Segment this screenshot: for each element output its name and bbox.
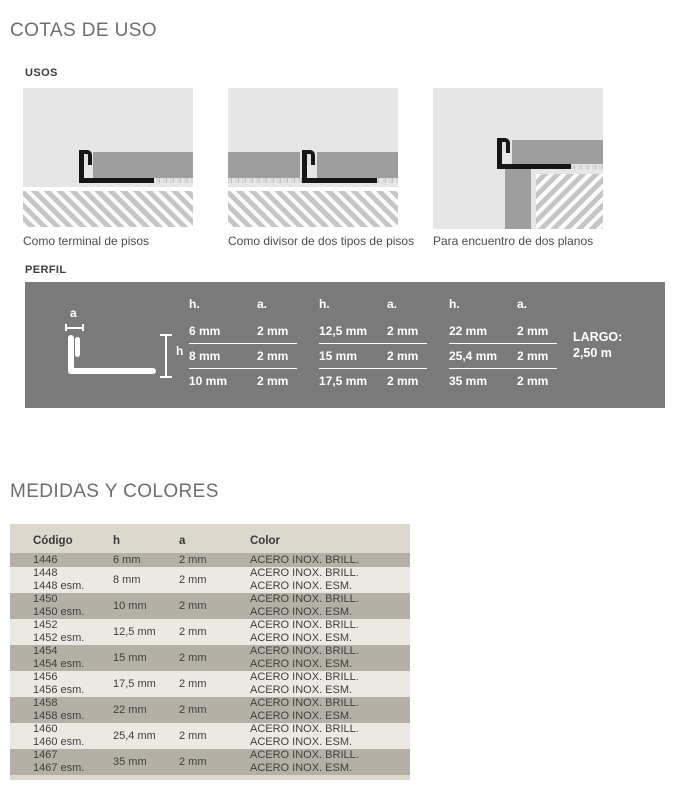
codigo-value: 1467 [33,749,58,761]
h-value: 10 mm [189,374,228,388]
color-esm: ACERO INOX. ESM. [250,684,353,696]
header-codigo: Código [33,535,73,547]
codigo-value-esm: 1460 esm. [33,736,85,748]
header-color: Color [250,535,281,547]
col-a-label: a. [387,297,398,311]
a-value: 2 mm [257,349,289,363]
profile-cross-section-drawing [25,282,185,408]
dimension-h-line [160,334,172,378]
substrate-hatch [228,191,398,227]
size-row [319,344,427,368]
color-esm: ACERO INOX. ESM. [250,580,353,592]
codigo-cell [10,749,113,775]
tile-surface-right [317,152,398,178]
codigo-value-esm: 1452 esm. [33,632,85,644]
table-row [10,567,410,593]
h-value: 17,5 mm [319,374,368,388]
color-cell [250,554,410,567]
h-cell: 25,4 mm [113,729,156,742]
codigo-value-esm: 1448 esm. [33,580,85,592]
table-row [10,645,410,671]
color-brill: ACERO INOX. BRILL. [250,749,359,761]
codigo-value-esm: 1456 esm. [33,684,85,696]
a-cell: 2 mm [179,573,207,586]
h-cell: 17,5 mm [113,677,156,690]
usos-section-label: USOS [25,67,58,79]
a-cell: 2 mm [179,755,207,768]
codigo-value-esm: 1454 esm. [33,658,85,670]
dimension-h-label: h [176,344,184,358]
h-value: 15 mm [319,349,358,363]
a-value: 2 mm [257,324,289,338]
size-group-2 [319,297,427,393]
color-cell [250,645,410,671]
color-brill: ACERO INOX. BRILL. [250,593,359,605]
col-h-label: h. [319,297,330,311]
codigo-cell [10,619,113,645]
tile-surface [93,152,193,178]
size-row [449,369,557,393]
codigo-cell [10,723,113,749]
h-cell: 15 mm [113,651,147,664]
h-cell: 22 mm [113,703,147,716]
color-cell [250,697,410,723]
table-row [10,553,410,567]
mortar-bed [571,165,603,169]
a-cell: 2 mm [179,703,207,716]
size-row [319,319,427,343]
profile-base [79,178,154,183]
col-a-label: a. [257,297,268,311]
dimension-a-label: a [70,306,77,320]
codigo-cell [10,697,113,723]
size-row [319,369,427,393]
codigo-value-esm: 1450 esm. [33,606,85,618]
color-esm: ACERO INOX. ESM. [250,632,353,644]
profile-lip [75,337,80,357]
tile-surface-vertical [505,169,531,229]
color-cell [250,723,410,749]
color-brill: ACERO INOX. BRILL. [250,723,359,735]
largo-value: 2,50 m [573,346,612,360]
dimension-a-bracket [65,324,84,331]
size-group-1 [189,297,297,393]
color-esm: ACERO INOX. ESM. [250,710,353,722]
a-cell: 2 mm [179,599,207,612]
h-cell: 10 mm [113,599,147,612]
table-row [10,671,410,697]
codigo-value-esm: 1467 esm. [33,762,85,774]
diagram-terminal-de-pisos [23,88,193,248]
table-row [10,723,410,749]
size-row [189,319,297,343]
table-row [10,593,410,619]
a-cell: 2 mm [179,625,207,638]
size-row [449,319,557,343]
a-cell: 2 mm [179,677,207,690]
a-cell: 2 mm [179,553,207,566]
a-value: 2 mm [517,349,549,363]
a-value: 2 mm [517,324,549,338]
diagram-canvas [433,88,603,229]
size-group-header [449,297,557,311]
a-value: 2 mm [517,374,549,388]
col-h-label: h. [449,297,460,311]
col-h-label: h. [189,297,200,311]
substrate-hatch [536,174,603,229]
diagram-caption: Como divisor de dos tipos de pisos [228,234,415,248]
table-row [10,749,410,775]
page-title-medidas-y-colores: MEDIDAS Y COLORES [10,481,219,502]
h-cell: 6 mm [113,553,141,566]
h-value: 25,4 mm [449,349,498,363]
color-cell [250,567,410,593]
h-value: 6 mm [189,324,221,338]
header-a: a [179,535,186,547]
size-group-3 [449,297,557,393]
color-cell [250,671,410,697]
codigo-cell [10,645,113,671]
color-esm: ACERO INOX. ESM. [250,762,353,774]
color-brill: ACERO INOX. BRILL. [250,671,359,683]
profile-base [302,178,377,183]
substrate-hatch [23,191,193,227]
color-brill: ACERO INOX. BRILL. [250,619,359,631]
h-value: 22 mm [449,324,488,338]
size-row [189,369,297,393]
size-row [449,344,557,368]
codigo-value: 1448 [33,567,58,579]
color-brill: ACERO INOX. BRILL. [250,567,359,579]
h-cell: 8 mm [113,573,141,586]
color-esm: ACERO INOX. ESM. [250,606,353,618]
a-cell: 2 mm [179,729,207,742]
diagram-encuentro-de-planos [433,88,603,248]
codigo-cell [10,554,113,567]
codigo-value: 1456 [33,671,58,683]
color-brill: ACERO INOX. BRILL. [250,697,359,709]
table-row [10,697,410,723]
color-esm: ACERO INOX. ESM. [250,736,353,748]
codigo-value: 1460 [33,723,58,735]
table-header-row [10,529,410,553]
a-value: 2 mm [257,374,289,388]
col-a-label: a. [517,297,528,311]
codigo-value: 1458 [33,697,58,709]
color-cell [250,593,410,619]
size-group-header [319,297,427,311]
perfil-panel [25,282,665,408]
codigo-cell [10,593,113,619]
diagram-canvas [23,88,193,187]
codigo-cell [10,671,113,697]
color-cell [250,619,410,645]
h-value: 8 mm [189,349,221,363]
tile-surface-left [228,152,300,178]
h-value: 35 mm [449,374,488,388]
color-brill: ACERO INOX. BRILL. [250,645,359,657]
codigo-value: 1450 [33,593,58,605]
table-row [10,619,410,645]
tile-surface-horizontal [512,140,603,164]
perfil-section-label: PERFIL [25,264,67,276]
largo-length-note [573,329,622,362]
diagram-divisor-de-pisos [228,88,415,248]
codigo-cell [10,567,113,593]
diagram-canvas [228,88,398,187]
size-row [189,344,297,368]
codigo-value: 1452 [33,619,58,631]
profile-arm [68,368,156,374]
perfil-size-table [189,297,557,393]
h-cell: 12,5 mm [113,625,156,638]
a-value: 2 mm [387,324,419,338]
header-h: h [113,535,121,547]
codigo-value: 1446 [33,553,58,566]
a-value: 2 mm [387,374,419,388]
h-value: 12,5 mm [319,324,368,338]
size-group-header [189,297,297,311]
diagram-caption: Como terminal de pisos [23,234,150,248]
page-title-cotas-de-uso: COTAS DE USO [10,20,157,41]
color-esm: ACERO INOX. ESM. [250,658,353,670]
diagram-caption: Para encuentro de dos planos [433,234,594,248]
color-cell [250,749,410,775]
codigo-value: 1454 [33,645,58,657]
h-cell: 35 mm [113,755,147,768]
sizes-colors-table [10,524,410,780]
color-brill: ACERO INOX. BRILL. [250,553,359,566]
a-cell: 2 mm [179,651,207,664]
largo-label: LARGO: [573,329,623,344]
a-value: 2 mm [387,349,419,363]
codigo-value-esm: 1458 esm. [33,710,85,722]
